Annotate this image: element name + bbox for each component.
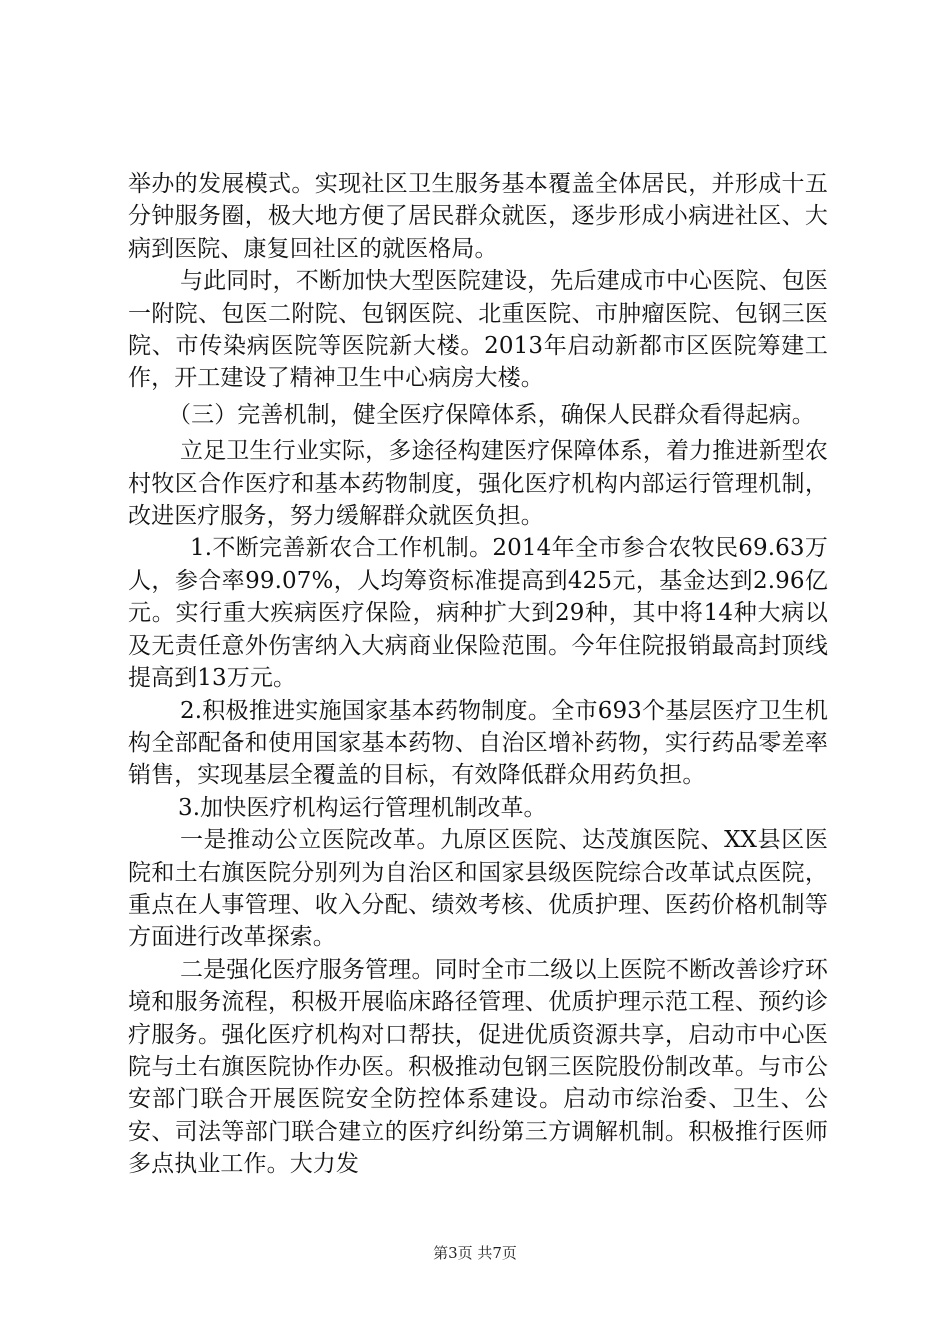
- paragraph-public-hospital-reform: 一是推动公立医院改革。九原区医院、达茂旗医院、XX县区医院和土右旗医院分别列为自治区和国家县级医院综合改革试点医院，重点在人事管理、收入分配、绩效考核、优质护理、医药价格机制等方面进行改革探索。: [128, 827, 828, 951]
- paragraph-service-management: 二是强化医疗服务管理。同时全市二级以上医院不断改善诊疗环境和服务流程，积极开展临床路径管理、优质护理示范工程、预约诊疗服务。强化医疗机构对口帮扶，促进优质资源共享，启动市中心医院与土右旗医院协作办医。积极推动包钢三医院股份制改革。与市公安部门联合开展医院安全防控体系建设。启动市综治委、卫生、公安、司法等部门联合建立的医疗纠纷第三方调解机制。积极推行医师多点执业工作。大力发: [128, 956, 828, 1178]
- item-one-new-rural-coop: 1.不断完善新农合工作机制。2014年全市参合农牧民69.63万人，参合率99.07%，人均筹资标准提高到425元，基金达到2.96亿元。实行重大疾病医疗保险，病种扩大到29种，其中将14种大病以及无责任意外伤害纳入大病商业保险范围。今年住院报销最高封顶线提高到13万元。: [128, 535, 828, 692]
- document-body: [128, 168, 828, 1181]
- item-three-reform-heading: 3.加快医疗机构运行管理机制改革。: [178, 794, 547, 821]
- paragraph-security-system: 立足卫生行业实际，多途径构建医疗保障体系，着力推进新型农村牧区合作医疗和基本药物制度，强化医疗机构内部运行管理机制，改进医疗服务，努力缓解群众就医负担。: [128, 438, 828, 530]
- item-two-essential-drugs: 2.积极推进实施国家基本药物制度。全市693个基层医疗卫生机构全部配备和使用国家基本药物、自治区增补药物，实行药品零差率销售，实现基层全覆盖的目标，有效降低群众用药负担。: [128, 697, 828, 789]
- section-heading-three: （三）完善机制，健全医疗保障体系，确保人民群众看得起病。: [168, 401, 815, 428]
- paragraph-community-health: 举办的发展模式。实现社区卫生服务基本覆盖全体居民，并形成十五分钟服务圈，极大地方便了居民群众就医，逐步形成小病进社区、大病到医院、康复回社区的就医格局。: [128, 171, 828, 262]
- page-footer: 第3页 共7页: [433, 1244, 517, 1262]
- paragraph-hospital-construction: 与此同时，不断加快大型医院建设，先后建成市中心医院、包医一附院、包医二附院、包钢医院、北重医院、市肿瘤医院、包钢三医院、市传染病医院等医院新大楼。2013年启动新都市区医院筹建工作，开工建设了精神卫生中心病房大楼。: [128, 268, 828, 392]
